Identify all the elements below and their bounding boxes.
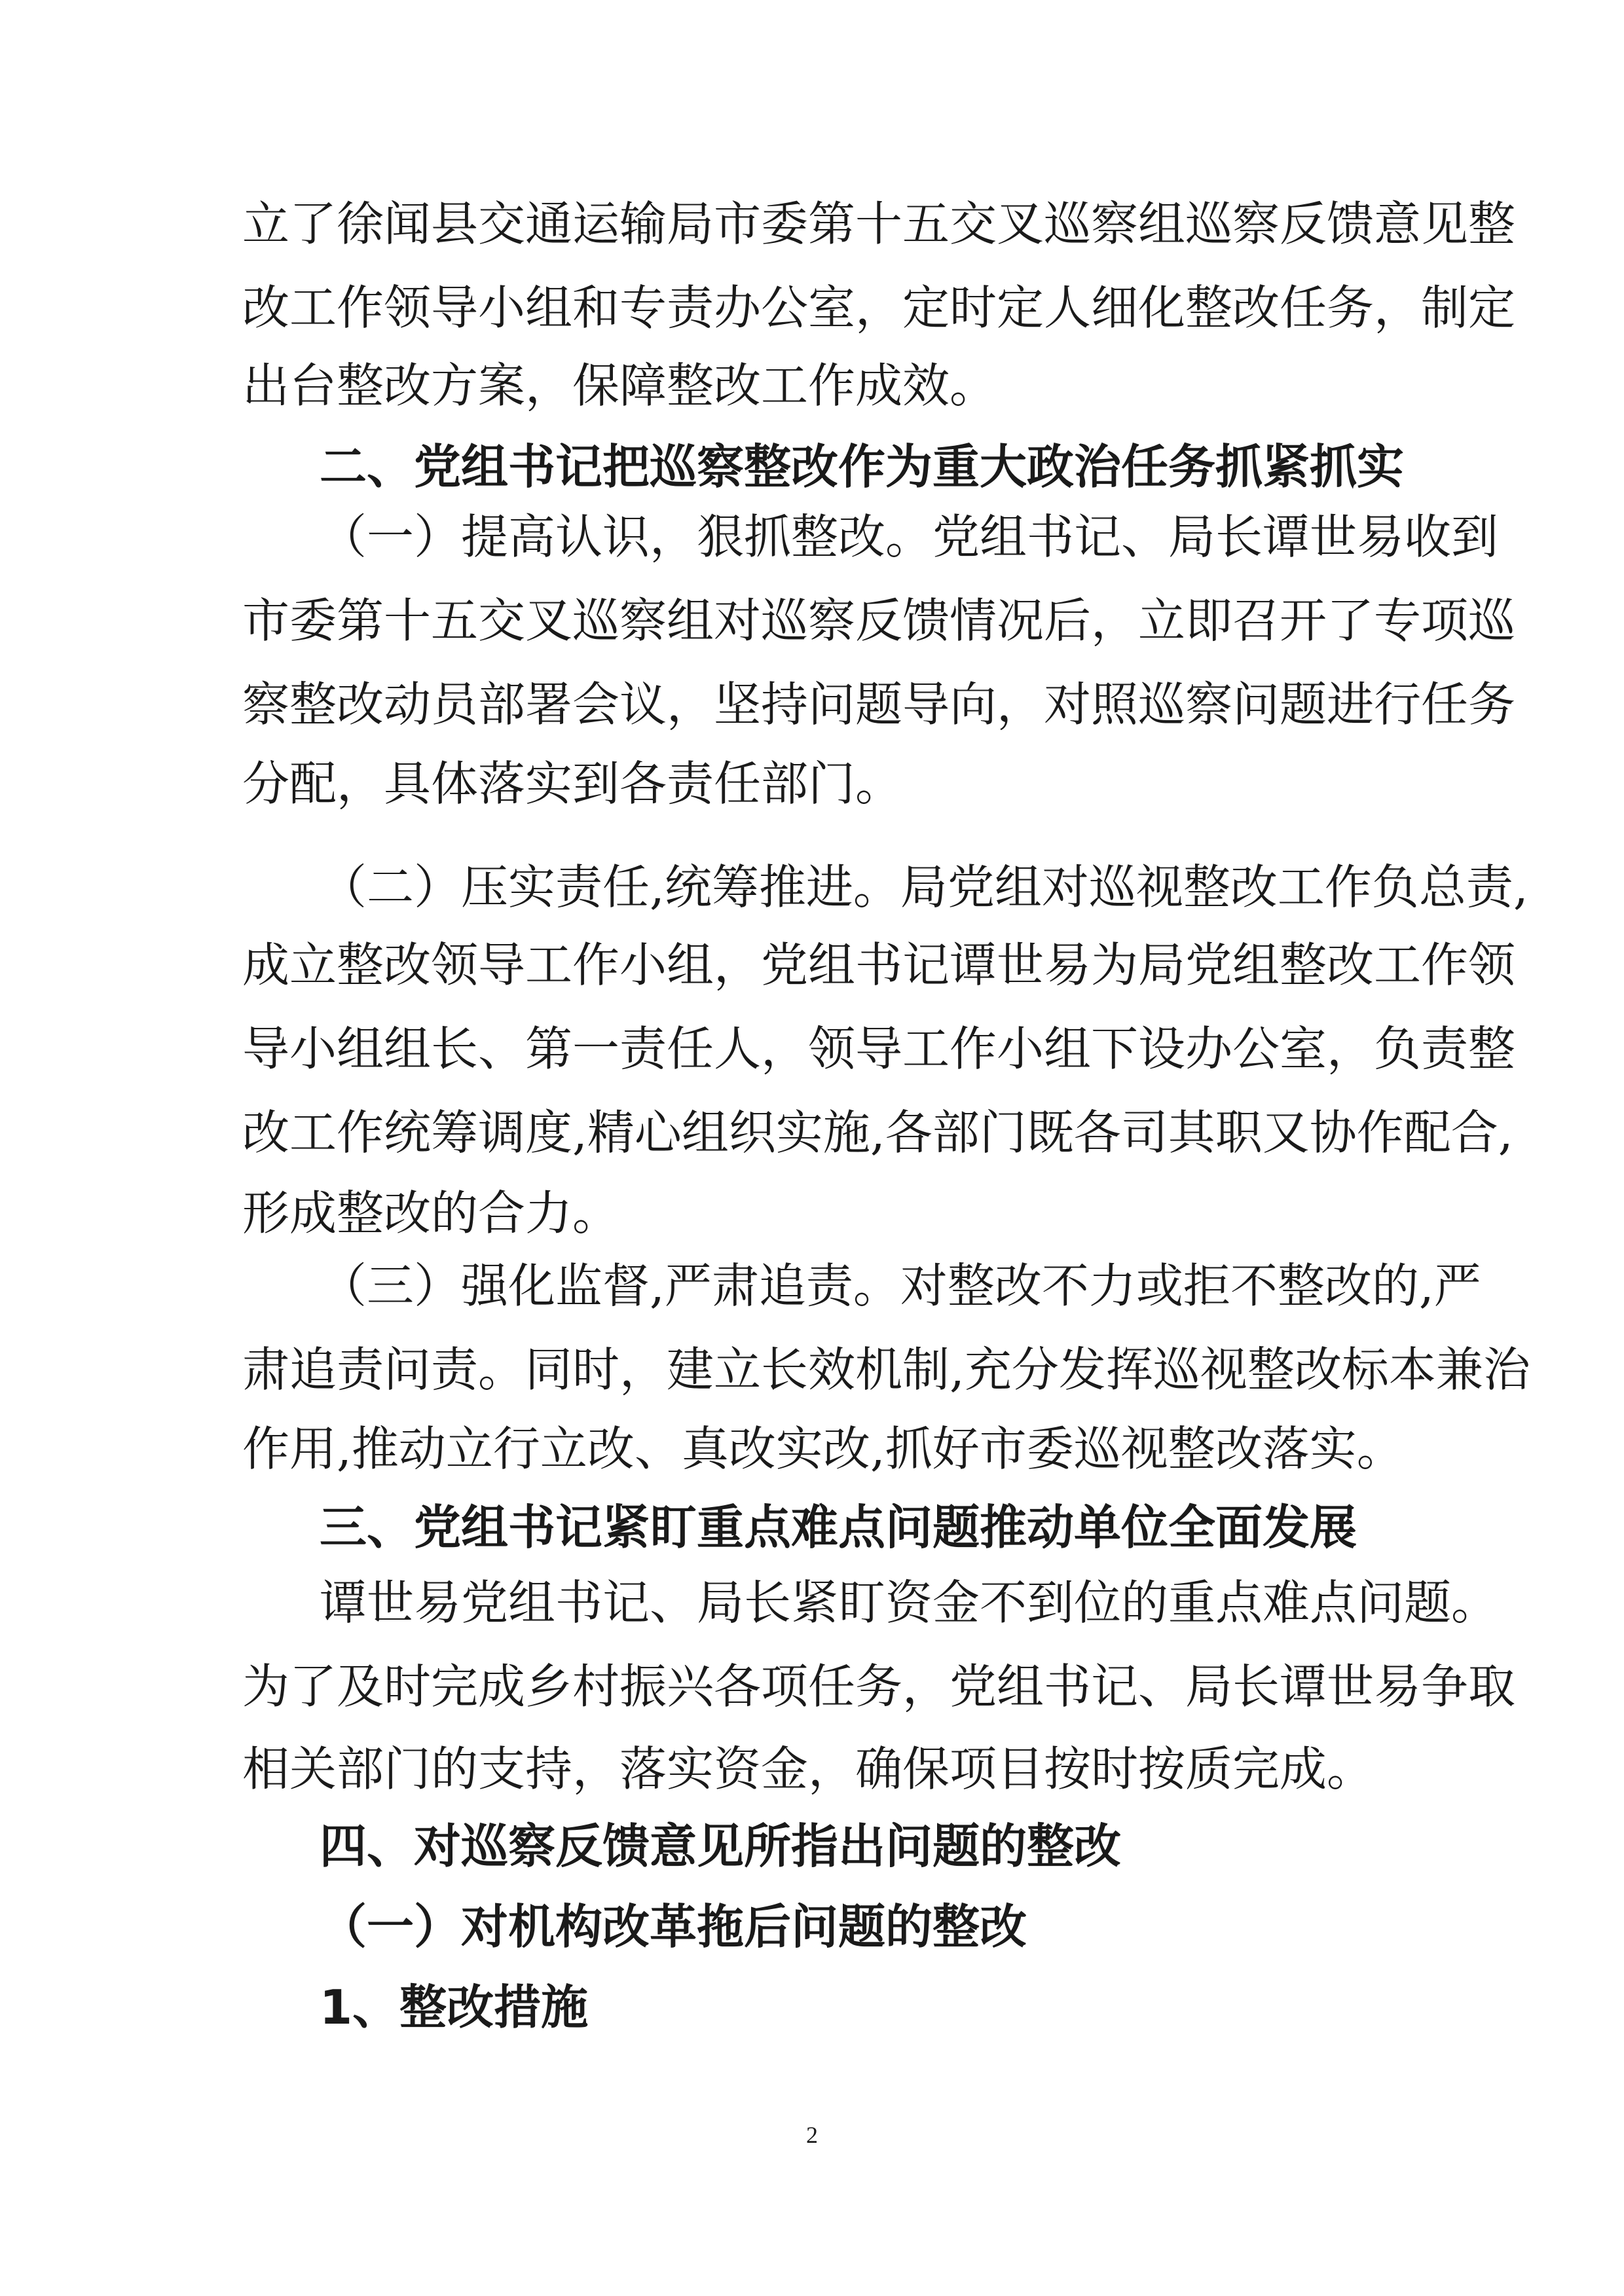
page-number: 2 [806, 2122, 818, 2148]
paragraph-line: 察整改动员部署会议，坚持问题导向，对照巡察问题进行任务 [242, 677, 1516, 732]
paragraph-line: 成立整改领导工作小组，党组书记谭世易为局党组整改工作领 [242, 938, 1516, 993]
subsection-heading: （一）对机构改革拖后问题的整改 [320, 1899, 1027, 1954]
section-heading-4: 四、对巡察反馈意见所指出问题的整改 [320, 1819, 1122, 1874]
paragraph-line: 出台整改方案，保障整改工作成效。 [242, 358, 997, 413]
paragraph-line: 市委第十五交叉巡察组对巡察反馈情况后，立即召开了专项巡 [242, 593, 1516, 648]
section-heading-2: 二、党组书记把巡察整改作为重大政治任务抓紧抓实 [320, 439, 1405, 494]
paragraph-line: （二）压实责任,统筹推进。局党组对巡视整改工作负总责, [320, 860, 1528, 915]
item-heading: 1、整改措施 [320, 1980, 589, 2035]
paragraph-line: 肃追责问责。同时，建立长效机制,充分发挥巡视整改标本兼治 [242, 1342, 1530, 1397]
paragraph-line: 导小组组长、第一责任人，领导工作小组下设办公室，负责整 [242, 1021, 1516, 1076]
paragraph-line: 形成整改的合力。 [242, 1186, 620, 1241]
paragraph-line: （一）提高认识，狠抓整改。党组书记、局长谭世易收到 [320, 509, 1499, 564]
paragraph-line: 改工作领导小组和专责办公室，定时定人细化整改任务，制定 [242, 280, 1516, 335]
paragraph-line: 相关部门的支持，落实资金，确保项目按时按质完成。 [242, 1741, 1375, 1796]
paragraph-line: 分配，具体落实到各责任部门。 [242, 756, 903, 811]
paragraph-line: 为了及时完成乡村振兴各项任务，党组书记、局长谭世易争取 [242, 1659, 1516, 1714]
paragraph-line: 立了徐闻县交通运输局市委第十五交叉巡察组巡察反馈意见整 [242, 196, 1516, 251]
section-heading-3: 三、党组书记紧盯重点难点问题推动单位全面发展 [320, 1500, 1357, 1555]
paragraph-line: 改工作统筹调度,精心组织实施,各部门既各司其职又协作配合, [242, 1105, 1513, 1160]
paragraph-line: （三）强化监督,严肃追责。对整改不力或拒不整改的,严 [320, 1258, 1481, 1313]
paragraph-line: 作用,推动立行立改、真改实改,抓好市委巡视整改落实。 [242, 1421, 1404, 1476]
paragraph-line: 谭世易党组书记、局长紧盯资金不到位的重点难点问题。 [320, 1575, 1499, 1630]
